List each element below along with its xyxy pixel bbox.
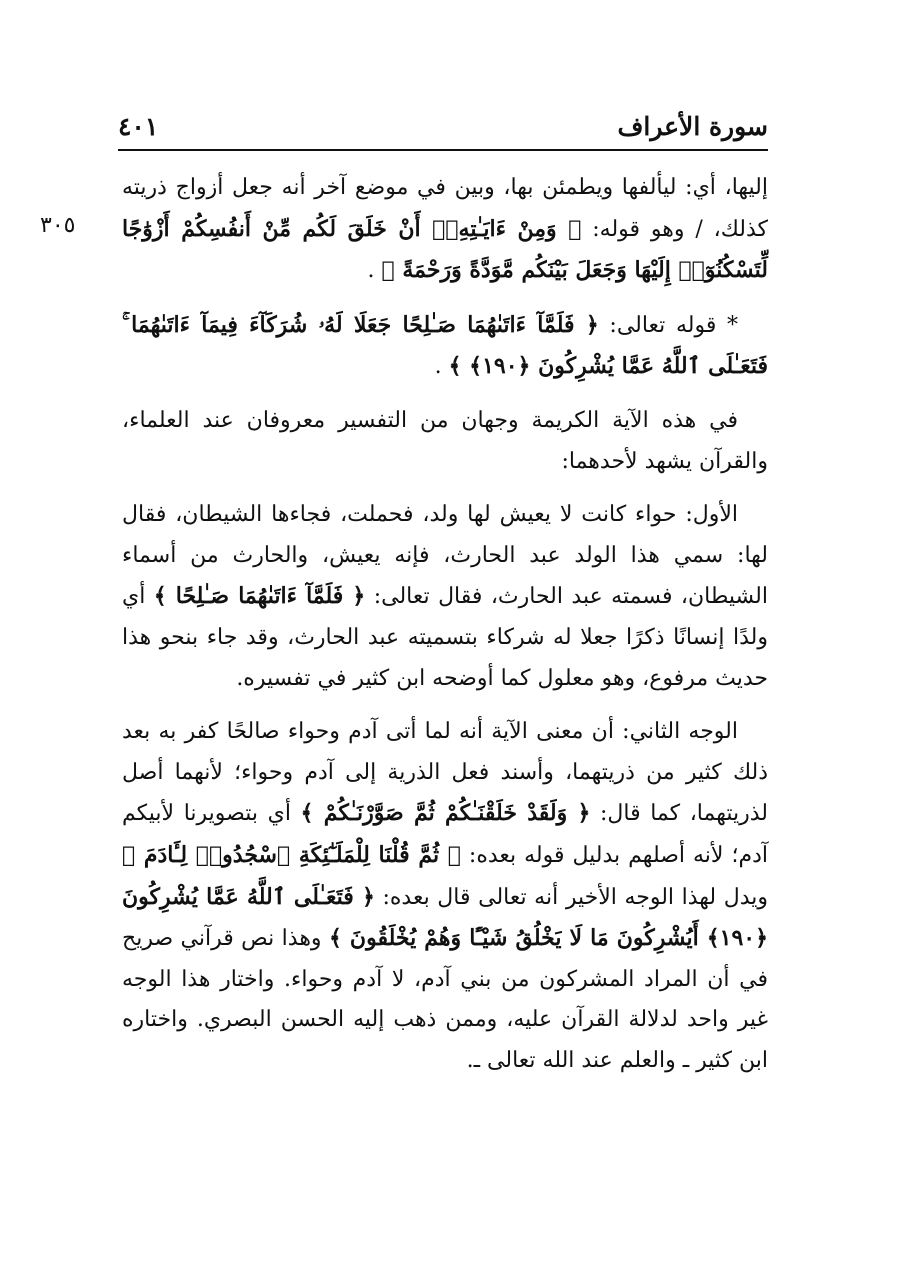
paragraph-1-end: . xyxy=(367,258,382,284)
paragraph-5 xyxy=(122,712,768,1081)
paragraph-5-text-2: أي بتصويرنا لأبيكم آدم؛ لأنه أصلهم بدليل قوله بعده: xyxy=(122,801,768,868)
margin-reference-number: ٣٠٥ xyxy=(40,213,76,238)
quran-verse-1: ﴿ وَمِنْ ءَايَـٰتِهِۦٓ أَنْ خَلَقَ لَكُم مِّنْ أَنفُسِكُمْ أَزْوَٰجًا لِّتَسْكُنُوٓا۟ إِلَيْهَا وَجَعَلَ بَيْنَكُم مَّوَدَّةً وَرَحْمَةً ﴾ xyxy=(122,215,768,284)
quran-verse-2: ﴿ فَلَمَّآ ءَاتَىٰهُمَا صَـٰلِحًا جَعَلَا لَهُۥ شُرَكَآءَ فِيمَآ ءَاتَىٰهُمَا ۚ فَتَعَـٰلَى ٱللَّهُ عَمَّا يُشْرِكُونَ ﴿١٩٠﴾ ﴾ xyxy=(122,311,768,380)
page-header xyxy=(118,112,768,146)
quran-verse-4: ﴿ وَلَقَدْ خَلَقْنَـٰكُمْ ثُمَّ صَوَّرْنَـٰكُمْ ﴾ xyxy=(300,800,591,827)
paragraph-4-text: الأول: حواء كانت لا يعيش لها ولد، فحملت، فجاءها الشيطان، فقال لها: سمي هذا الولد عبد الحارث، فإنه يعيش، والحارث من أسماء الشيطان، فسمته عبد الحارث، فقال تعالى: xyxy=(122,502,768,610)
quran-verse-5: ﴿ ثُمَّ قُلْنَا لِلْمَلَـٰٓئِكَةِ ٱسْجُدُوا۟ لِـَٔادَمَ ﴾ xyxy=(122,841,461,868)
paragraph-5-text: الوجه الثاني: أن معنى الآية أنه لما أتى آدم وحواء صالحًا كفر به بعد ذلك كثير من ذريتهما، وأسند فعل الذرية إلى آدم وحواء؛ لأنهما أصل لذريتهما، كما قال: xyxy=(122,719,768,827)
paragraph-2 xyxy=(122,305,768,388)
paragraph-1-text: إليها، أي: ليألفها ويطمئن بها، وبين في موضع آخر أنه جعل أزواج ذريته كذلك، / وهو قوله: xyxy=(122,175,768,242)
page-number: ٤٠١ xyxy=(118,112,159,141)
paragraph-5-text-4: وهذا نص قرآني صريح في أن المراد المشركون من بني آدم، لا آدم وحواء. واختار هذا الوجه غير واحد لدلالة القرآن عليه، وممن ذهب إليه الحسن البصري. واختاره ابن كثير ـ والعلم عند الله تعالى ـ. xyxy=(122,926,768,1073)
paragraph-1 xyxy=(122,168,768,292)
quran-verse-6: ﴿ فَتَعَـٰلَى ٱللَّهُ عَمَّا يُشْرِكُونَ ﴿١٩٠﴾ أَيُشْرِكُونَ مَا لَا يَخْلُقُ شَيْـًٔا وَهُمْ يُخْلَقُونَ ﴾ xyxy=(122,883,768,952)
paragraph-4-end: أي ولدًا إنسانًا ذكرًا جعلا له شركاء بتسميته عبد الحارث، وقد جاء بنحو هذا حديث مرفوع، وهو معلول كما أوضحه ابن كثير في تفسيره. xyxy=(122,584,768,691)
paragraph-5-text-3: ويدل لهذا الوجه الأخير أنه تعالى قال بعده: xyxy=(374,884,769,910)
surah-title: سورة الأعراف xyxy=(617,112,768,141)
quran-verse-3: ﴿ فَلَمَّآ ءَاتَىٰهُمَا صَـٰلِحًا ﴾ xyxy=(153,583,366,610)
paragraph-3 xyxy=(122,401,768,482)
page-body xyxy=(122,168,768,1081)
paragraph-3-text: في هذه الآية الكريمة وجهان من التفسير معروفان عند العلماء، والقرآن يشهد لأحدهما: xyxy=(122,407,768,474)
header-divider xyxy=(118,149,768,151)
paragraph-2-text: * قوله تعالى: xyxy=(598,312,738,338)
paragraph-4 xyxy=(122,495,768,699)
paragraph-2-end: . xyxy=(434,354,449,380)
